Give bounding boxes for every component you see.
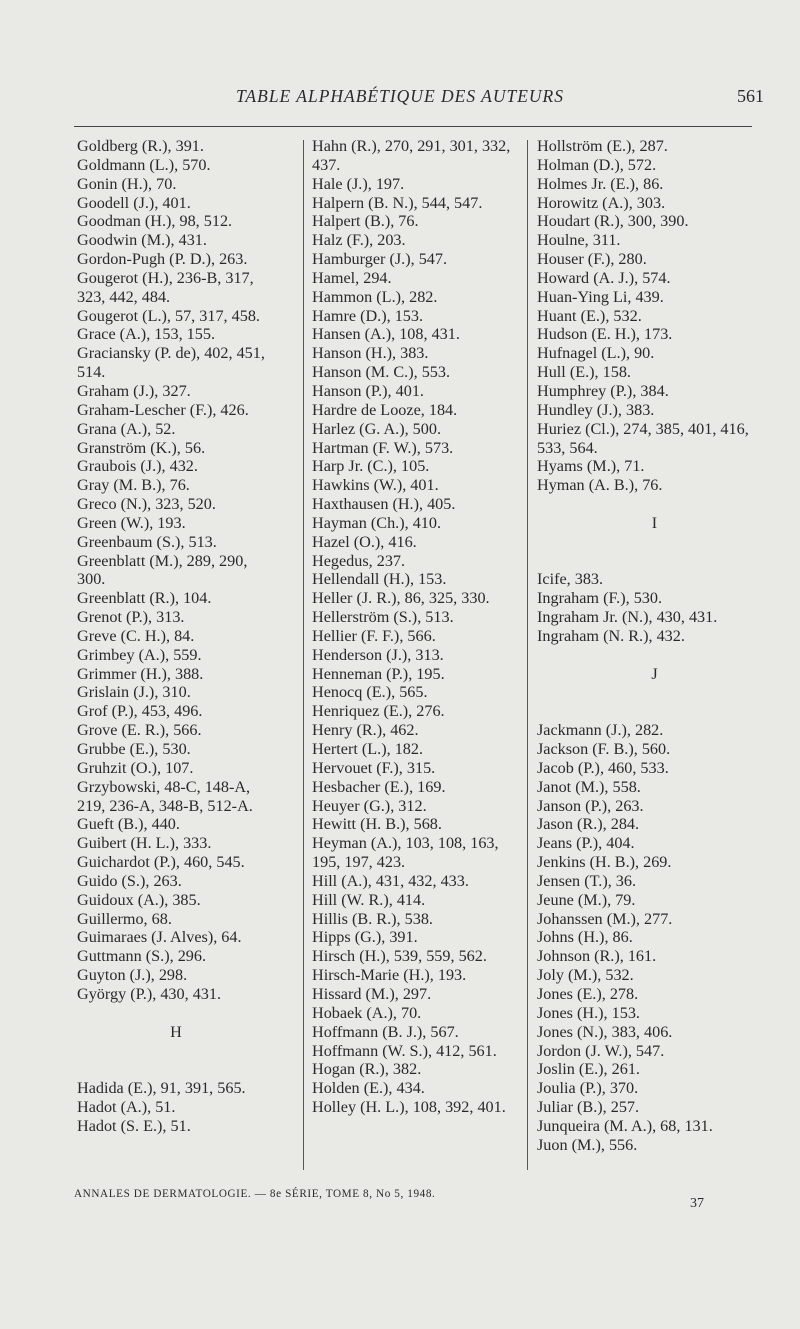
- index-entry: Holley (H. L.), 108, 392, 401.: [312, 1098, 506, 1117]
- index-entry: Halpert (B.), 76.: [312, 212, 419, 231]
- index-entry: Gordon-Pugh (P. D.), 263.: [77, 250, 248, 269]
- index-entry: Greenblatt (M.), 289, 290, 300.: [77, 551, 248, 589]
- index-entry: Graciansky (P. de), 402, 451, 514.: [77, 344, 265, 382]
- index-entry: Guyton (J.), 298.: [77, 966, 188, 985]
- index-entry: Joulia (P.), 370.: [537, 1079, 639, 1098]
- index-entry: Henriquez (E.), 276.: [312, 702, 445, 721]
- index-entry: Grof (P.), 453, 496.: [77, 702, 203, 721]
- index-entry: Horowitz (A.), 303.: [537, 193, 666, 212]
- index-entry: Holden (E.), 434.: [312, 1079, 425, 1098]
- index-entry: Hirsch-Marie (H.), 193.: [312, 966, 467, 985]
- index-entry: Hill (A.), 431, 432, 433.: [312, 871, 469, 890]
- index-entry: Huant (E.), 532.: [537, 306, 642, 325]
- index-entry: Jeans (P.), 404.: [537, 834, 635, 853]
- index-entry: Graham (J.), 327.: [77, 381, 191, 400]
- index-entry: Hazel (O.), 416.: [312, 532, 417, 551]
- index-entry: Guichardot (P.), 460, 545.: [77, 853, 245, 872]
- signature-number: 37: [690, 1196, 704, 1211]
- journal-footer: ANNALES DE DERMATOLOGIE. — 8e SÉRIE, TOME 8, No 5, 1948.: [74, 1188, 436, 1200]
- index-entry: Hoffmann (W. S.), 412, 561.: [312, 1041, 497, 1060]
- index-entry: György (P.), 430, 431.: [77, 984, 222, 1003]
- index-entry: Hale (J.), 197.: [312, 174, 405, 193]
- index-entry: Hadida (E.), 91, 391, 565.: [77, 1079, 246, 1098]
- index-entry: Jones (H.), 153.: [537, 1003, 640, 1022]
- index-entry: Guillermo, 68.: [77, 909, 172, 928]
- blank-line: [77, 1004, 275, 1023]
- index-entry: Hogan (R.), 382.: [312, 1060, 422, 1079]
- index-entry: Janot (M.), 558.: [537, 777, 641, 796]
- blank-line: [537, 533, 772, 552]
- index-entry: Hanson (M. C.), 553.: [312, 363, 451, 382]
- index-entry: Janson (P.), 263.: [537, 796, 644, 815]
- index-entry: Goldmann (L.), 570.: [77, 155, 211, 174]
- index-entry: Hirsch (H.), 539, 559, 562.: [312, 947, 487, 966]
- index-entry: Junqueira (M. A.), 68, 131.: [537, 1116, 713, 1135]
- blank-line: [537, 646, 772, 665]
- index-entry: Grana (A.), 52.: [77, 419, 176, 438]
- index-entry: Jones (N.), 383, 406.: [537, 1022, 673, 1041]
- index-entry: Hamre (D.), 153.: [312, 306, 424, 325]
- index-entry: Huan-Ying Li, 439.: [537, 287, 664, 306]
- section-letter: H: [170, 1022, 182, 1041]
- column-divider: [527, 140, 528, 1170]
- blank-line: [537, 702, 772, 721]
- index-entry: Hardre de Looze, 184.: [312, 400, 458, 419]
- index-entry: Hudson (E. H.), 173.: [537, 325, 673, 344]
- index-entry: Hegedus, 237.: [312, 551, 406, 570]
- index-entry: Hillis (B. R.), 538.: [312, 909, 433, 928]
- index-entry: Grace (A.), 153, 155.: [77, 325, 215, 344]
- index-entry: Halpern (B. N.), 544, 547.: [312, 193, 483, 212]
- index-entry: Holman (D.), 572.: [537, 155, 657, 174]
- index-entry: Jones (E.), 278.: [537, 984, 639, 1003]
- index-entry: Heller (J. R.), 86, 325, 330.: [312, 589, 490, 608]
- index-entry: Green (W.), 193.: [77, 513, 186, 532]
- index-entry: Gougerot (L.), 57, 317, 458.: [77, 306, 260, 325]
- index-entry: Joslin (E.), 261.: [537, 1060, 640, 1079]
- index-entry: Jackmann (J.), 282.: [537, 721, 664, 740]
- index-entry: Hundley (J.), 383.: [537, 400, 655, 419]
- index-entry: Hill (W. R.), 414.: [312, 890, 426, 909]
- index-entry: Hahn (R.), 270, 291, 301, 332, 437.: [312, 137, 511, 174]
- index-entry: Icife, 383.: [537, 570, 604, 589]
- index-entry: Henocq (E.), 565.: [312, 683, 428, 702]
- index-entry: Hamel, 294.: [312, 268, 392, 287]
- index-entry: Heyman (A.), 103, 108, 163, 195, 197, 423.: [312, 834, 499, 872]
- index-entry: Grenot (P.), 313.: [77, 608, 185, 627]
- index-entry: Houlne, 311.: [537, 231, 621, 250]
- index-entry: Joly (M.), 532.: [537, 966, 634, 985]
- index-entry: Hanson (H.), 383.: [312, 344, 429, 363]
- index-entry: Ingraham Jr. (N.), 430, 431.: [537, 608, 718, 627]
- index-entry: Hamburger (J.), 547.: [312, 250, 448, 269]
- index-entry: Henderson (J.), 313.: [312, 645, 444, 664]
- index-entry: Hellier (F. F.), 566.: [312, 626, 436, 645]
- index-entry: Grzybowski, 48-C, 148-A, 219, 236-A, 348-B, 512-A.: [77, 777, 253, 815]
- index-entry: Hewitt (H. B.), 568.: [312, 815, 442, 834]
- index-entry: Hull (E.), 158.: [537, 363, 631, 382]
- index-entry: Hellerström (S.), 513.: [312, 608, 454, 627]
- page-title: TABLE ALPHABÉTIQUE DES AUTEURS: [236, 86, 564, 106]
- column-divider: [303, 140, 304, 1170]
- blank-line: [77, 1042, 275, 1061]
- index-entry: Hammon (L.), 282.: [312, 287, 438, 306]
- index-entry: Goodman (H.), 98, 512.: [77, 212, 233, 231]
- index-entry: Johanssen (M.), 277.: [537, 909, 673, 928]
- index-entry: Juliar (B.), 257.: [537, 1098, 640, 1117]
- index-entry: Grimmer (H.), 388.: [77, 664, 204, 683]
- index-entry: Houdart (R.), 300, 390.: [537, 212, 689, 231]
- index-entry: Guidoux (A.), 385.: [77, 890, 201, 909]
- index-entry: Henneman (P.), 195.: [312, 664, 445, 683]
- index-entry: Guido (S.), 263.: [77, 871, 182, 890]
- index-entry: Jordon (J. W.), 547.: [537, 1041, 665, 1060]
- index-entry: Gougerot (H.), 236-B, 317, 323, 442, 484.: [77, 268, 254, 306]
- section-letter: J: [651, 664, 658, 683]
- index-entry: Jeune (M.), 79.: [537, 890, 636, 909]
- index-entry: Hansen (A.), 108, 431.: [312, 325, 460, 344]
- index-column-2: [312, 137, 512, 1117]
- index-entry: Guttmann (S.), 296.: [77, 947, 207, 966]
- index-entry: Hollström (E.), 287.: [537, 137, 668, 155]
- index-entry: Hawkins (W.), 401.: [312, 476, 439, 495]
- index-entry: Grubbe (E.), 530.: [77, 740, 191, 758]
- index-entry: Jackson (F. B.), 560.: [537, 740, 671, 758]
- index-entry: Ingraham (N. R.), 432.: [537, 626, 685, 645]
- index-entry: Guibert (H. L.), 333.: [77, 834, 212, 853]
- index-entry: Gray (M. B.), 76.: [77, 476, 190, 495]
- index-entry: Greenblatt (R.), 104.: [77, 589, 212, 608]
- index-entry: Goodell (J.), 401.: [77, 193, 191, 212]
- index-entry: Guimaraes (J. Alves), 64.: [77, 928, 242, 947]
- index-entry: Graham-Lescher (F.), 426.: [77, 400, 249, 419]
- index-entry: Harp Jr. (C.), 105.: [312, 457, 430, 476]
- index-entry: Henry (R.), 462.: [312, 721, 419, 740]
- index-entry: Goldberg (R.), 391.: [77, 137, 204, 155]
- index-entry: Hissard (M.), 297.: [312, 984, 432, 1003]
- index-entry: Greco (N.), 323, 520.: [77, 495, 216, 514]
- index-entry: Jason (R.), 284.: [537, 815, 640, 834]
- index-entry: Granström (K.), 56.: [77, 438, 206, 457]
- index-entry: Grislain (J.), 310.: [77, 683, 191, 702]
- index-entry: Grove (E. R.), 566.: [77, 721, 202, 740]
- index-entry: Harlez (G. A.), 500.: [312, 419, 442, 438]
- index-column-3: [537, 137, 772, 1155]
- index-entry: Halz (F.), 203.: [312, 231, 406, 250]
- index-entry: Grimbey (A.), 559.: [77, 645, 202, 664]
- index-entry: Hervouet (F.), 315.: [312, 758, 436, 777]
- index-entry: Hesbacher (E.), 169.: [312, 777, 446, 796]
- index-entry: Hanson (P.), 401.: [312, 381, 424, 400]
- index-entry: Haxthausen (H.), 405.: [312, 495, 456, 514]
- index-entry: Hellendall (H.), 153.: [312, 570, 447, 589]
- index-entry: Jenkins (H. B.), 269.: [537, 853, 672, 872]
- index-entry: Juon (M.), 556.: [537, 1135, 638, 1154]
- index-entry: Hyams (M.), 71.: [537, 457, 645, 476]
- blank-line: [537, 683, 772, 702]
- index-entry: Goodwin (M.), 431.: [77, 231, 207, 250]
- index-entry: Hoffmann (B. J.), 567.: [312, 1022, 459, 1041]
- section-letter: I: [651, 513, 658, 532]
- index-entry: Huriez (Cl.), 274, 385, 401, 416, 533, 564.: [537, 419, 749, 457]
- blank-line: [537, 495, 772, 514]
- index-entry: Hyman (A. B.), 76.: [537, 476, 663, 495]
- index-entry: Jacob (P.), 460, 533.: [537, 758, 669, 777]
- index-entry: Hadot (A.), 51.: [77, 1098, 176, 1117]
- index-entry: Howard (A. J.), 574.: [537, 268, 671, 287]
- index-entry: Holmes Jr. (E.), 86.: [537, 174, 664, 193]
- index-entry: Hadot (S. E.), 51.: [77, 1116, 191, 1135]
- page-number: 561: [737, 86, 764, 106]
- index-entry: Gueft (B.), 440.: [77, 815, 180, 834]
- index-entry: Hayman (Ch.), 410.: [312, 513, 442, 532]
- index-entry: Heuyer (G.), 312.: [312, 796, 427, 815]
- index-entry: Greve (C. H.), 84.: [77, 626, 195, 645]
- index-entry: Hertert (L.), 182.: [312, 740, 424, 758]
- index-entry: Humphrey (P.), 384.: [537, 381, 669, 400]
- index-entry: Ingraham (F.), 530.: [537, 589, 663, 608]
- index-column-1: [77, 137, 275, 1136]
- index-entry: Johnson (R.), 161.: [537, 947, 657, 966]
- index-entry: Gruhzit (O.), 107.: [77, 758, 194, 777]
- index-entry: Houser (F.), 280.: [537, 250, 647, 269]
- index-entry: Gonin (H.), 70.: [77, 174, 177, 193]
- index-entry: Greenbaum (S.), 513.: [77, 532, 217, 551]
- index-entry: Hipps (G.), 391.: [312, 928, 418, 947]
- index-entry: Hobaek (A.), 70.: [312, 1003, 422, 1022]
- index-entry: Hartman (F. W.), 573.: [312, 438, 454, 457]
- blank-line: [537, 552, 772, 571]
- index-entry: Johns (H.), 86.: [537, 928, 633, 947]
- header-rule: [74, 126, 752, 127]
- index-entry: Jensen (T.), 36.: [537, 871, 637, 890]
- blank-line: [77, 1060, 275, 1079]
- index-entry: Hufnagel (L.), 90.: [537, 344, 655, 363]
- index-entry: Graubois (J.), 432.: [77, 457, 198, 476]
